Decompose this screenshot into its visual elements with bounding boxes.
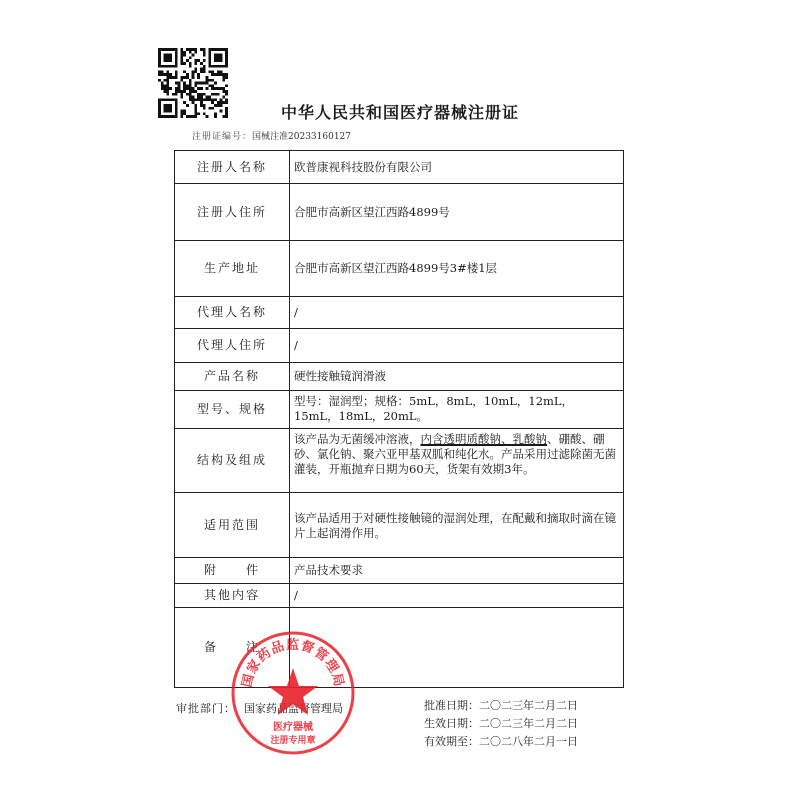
registration-number: 国械注准20233160127	[252, 132, 352, 142]
row-label-remarks: 备 注	[175, 608, 290, 688]
seal-inner-text-1: 医疗器械	[273, 722, 313, 733]
table-row	[175, 184, 624, 241]
row-label-agent-address: 代理人住所	[175, 329, 290, 363]
row-value-registrant-address: 合肥市高新区望江西路4899号	[290, 184, 624, 241]
page-title: 中华人民共和国医疗器械注册证	[280, 103, 519, 122]
seal-outer-text: 国家药品监督管理局	[239, 637, 347, 689]
composition-part-a: 该产品为无菌缓冲溶液，	[294, 432, 421, 446]
approval-dept-label: 审批部门：	[176, 702, 236, 715]
table-row	[175, 297, 624, 329]
row-label-composition: 结构及组成	[175, 429, 290, 493]
row-value-registrant-name: 欧普康视科技股份有限公司	[290, 151, 624, 184]
row-label-product-name: 产品名称	[175, 363, 290, 391]
table-row	[175, 329, 624, 363]
row-value-model-spec: 型号：湿润型；规格：5mL，8mL，10mL，12mL，15mL，18mL，20mL。	[290, 391, 624, 429]
expiry-date: 有效期至：二〇二八年二月一日	[424, 735, 578, 748]
seal-inner-text-2: 注册专用章	[270, 736, 316, 746]
row-label-registrant-address: 注册人住所	[175, 184, 290, 241]
table-row	[175, 493, 624, 558]
row-value-agent-name: /	[290, 297, 624, 329]
row-label-model-spec: 型号、规格	[175, 391, 290, 429]
approval-date: 批准日期：二〇二三年二月二日	[424, 699, 578, 712]
row-value-attachment: 产品技术要求	[290, 558, 624, 584]
table-row	[175, 429, 624, 493]
table-row	[175, 558, 624, 584]
row-label-agent-name: 代理人名称	[175, 297, 290, 329]
row-label-attachment: 附 件	[175, 558, 290, 584]
registration-number-label: 注册证编号：	[192, 132, 253, 142]
row-value-scope: 该产品适用于对硬性接触镜的湿润处理，在配戴和摘取时滴在镜片上起润滑作用。	[290, 493, 624, 558]
row-value-composition	[290, 429, 624, 493]
row-value-production-address: 合肥市高新区望江西路4899号3#楼1层	[290, 241, 624, 297]
registration-number-line	[192, 129, 351, 142]
table-row	[175, 391, 624, 429]
certificate-table	[174, 150, 624, 688]
official-seal-icon	[230, 630, 356, 756]
row-value-product-name: 硬性接触镜润滑液	[290, 363, 624, 391]
row-value-agent-address: /	[290, 329, 624, 363]
table-row	[175, 584, 624, 608]
row-value-other: /	[290, 584, 624, 608]
composition-part-c: 、硼酸、硼砂、氯化钠、聚六亚甲基双胍和纯化水。产品采用过滤除菌无菌灌装，开瓶抛弃日期为60天，货架有效期3年。	[294, 432, 616, 476]
table-row	[175, 151, 624, 184]
row-label-production-address: 生产地址	[175, 241, 290, 297]
row-label-scope: 适用范围	[175, 493, 290, 558]
table-row	[175, 363, 624, 391]
table-row	[175, 241, 624, 297]
composition-underlined-part: 内含透明质酸钠、乳酸钠	[420, 432, 547, 446]
approval-dept: 国家药品监督管理局	[244, 702, 343, 715]
row-label-other: 其他内容	[175, 584, 290, 608]
effective-date: 生效日期：二〇二三年二月二日	[424, 717, 578, 730]
row-label-registrant-name: 注册人名称	[175, 151, 290, 184]
